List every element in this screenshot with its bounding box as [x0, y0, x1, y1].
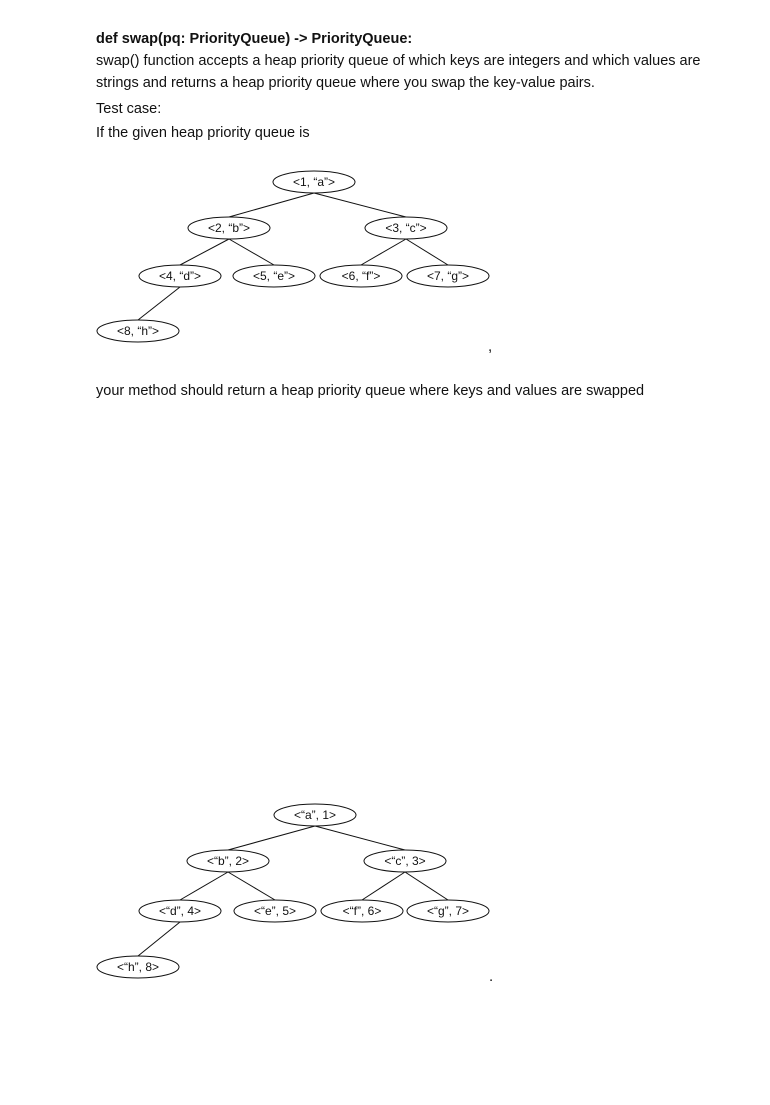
output-heap-node	[407, 900, 489, 922]
output-heap-edge	[315, 826, 405, 850]
output-heap-node-label: <“a”, 1>	[293, 808, 337, 822]
input-heap-node-label: <7, “g”>	[426, 269, 470, 283]
input-heap-node-label: <3, “c”>	[385, 221, 427, 235]
function-signature: def swap(pq: PriorityQueue) -> PriorityQueue:	[96, 31, 413, 47]
return-description: your method should return a heap priority queue where keys and values are swapped	[96, 383, 645, 399]
output-heap-node	[234, 900, 316, 922]
output-heap-edge	[228, 826, 315, 850]
input-heap-node-label: <6, “f”>	[341, 269, 381, 283]
output-heap-edge	[362, 872, 405, 900]
output-heap-node-label: <“e”, 5>	[253, 904, 297, 918]
period-mark: .	[489, 968, 494, 985]
output-heap-node-label: <“d”, 4>	[158, 904, 202, 918]
description-line-2: strings and returns a heap priority queue where you swap the key-value pairs.	[96, 75, 595, 91]
input-heap-node-label: <4, “d”>	[158, 269, 202, 283]
comma-mark: ,	[488, 338, 493, 355]
input-heap-node-label: <2, “b”>	[207, 221, 251, 235]
output-heap-node-label: <“c”, 3>	[384, 854, 426, 868]
output-heap-node	[274, 804, 356, 826]
input-heap-node-label: <1, “a”>	[292, 175, 336, 189]
output-heap-edge	[405, 872, 448, 900]
output-heap-node	[364, 850, 446, 872]
description-line-1: swap() function accepts a heap priority queue of which keys are integers and which values are	[96, 53, 701, 69]
output-heap-edge	[228, 872, 275, 900]
output-heap-edge	[138, 922, 180, 956]
given-heap-text: If the given heap priority queue is	[96, 125, 310, 141]
output-heap-node-label: <“g”, 7>	[426, 904, 470, 918]
output-heap-node	[187, 850, 269, 872]
output-heap-node-label: <“b”, 2>	[206, 854, 250, 868]
input-heap-node-label: <5, “e”>	[252, 269, 296, 283]
output-heap-node	[97, 956, 179, 978]
test-case-label: Test case:	[96, 101, 162, 117]
output-heap-node-label: <“h”, 8>	[116, 960, 160, 974]
output-heap-node	[321, 900, 403, 922]
output-heap-edge	[180, 872, 228, 900]
output-heap-node-label: <“f”, 6>	[342, 904, 382, 918]
input-heap-node-label: <8, “h”>	[116, 324, 160, 338]
output-heap-node	[139, 900, 221, 922]
